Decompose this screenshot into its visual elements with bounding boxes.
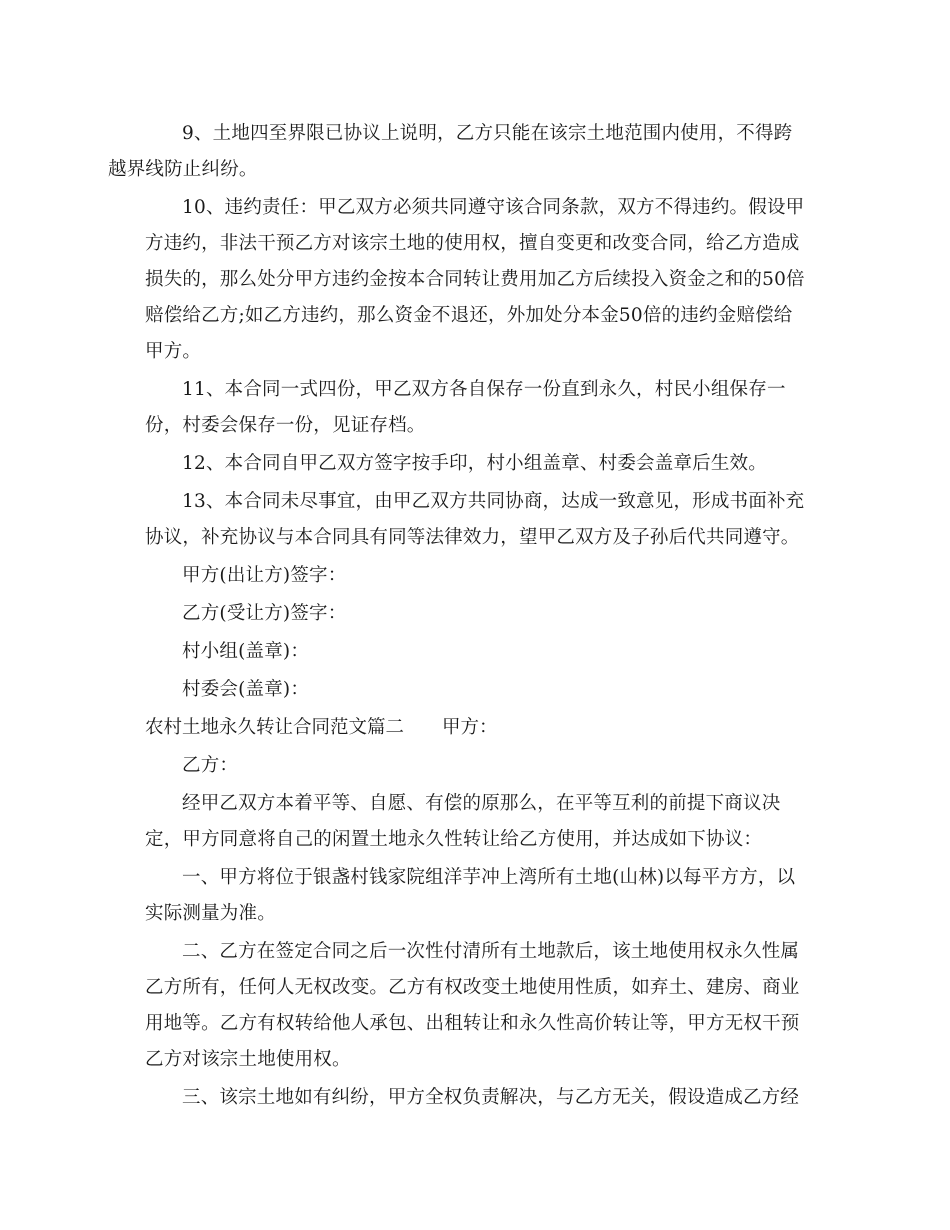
clause-10-line-1: 10、违约责任：甲乙双方必须共同遵守该合同条款，双方不得违约。假设甲 bbox=[182, 197, 805, 218]
clause-9-line-2: 越界线防止纠纷。 bbox=[108, 159, 258, 180]
section-two-title: 农村土地永久转让合同范文篇二 bbox=[145, 717, 405, 738]
signature-village-committee: 村委会(盖章)： bbox=[182, 679, 310, 700]
signature-party-b: 乙方(受让方)签字： bbox=[182, 603, 347, 624]
clause-13-line-1: 13、本合同未尽事宜，由甲乙双方共同协商，达成一致意见，形成书面补充 bbox=[182, 491, 805, 512]
c2-line-3: 用地等。乙方有权转给他人承包、出租转让和永久性高价转让等，甲方无权干预 bbox=[145, 1013, 800, 1034]
clause-10-line-5: 甲方。 bbox=[145, 341, 202, 362]
clause-11-line-1: 11、本合同一式四份，甲乙双方各自保存一份直到永久，村民小组保存一 bbox=[182, 379, 786, 400]
clause-13 bbox=[145, 484, 807, 556]
clause-11 bbox=[145, 372, 807, 444]
section-two-clause-2 bbox=[145, 934, 807, 1078]
clause-10-line-2: 方违约，非法干预乙方对该宗土地的使用权，擅自变更和改变合同，给乙方造成 bbox=[145, 233, 800, 254]
clause-13-line-2: 协议，补充协议与本合同具有同等法律效力，望甲乙双方及子孙后代共同遵守。 bbox=[145, 527, 800, 548]
intro-line-2: 定，甲方同意将自己的闲置土地永久性转让给乙方使用，并达成如下协议： bbox=[145, 829, 763, 850]
section-two-party-b: 乙方： bbox=[182, 755, 239, 776]
c2-line-2: 乙方所有，任何人无权改变。乙方有权改变土地使用性质，如弃土、建房、商业 bbox=[145, 977, 800, 998]
clause-10-line-4: 赔偿给乙方;如乙方违约，那么资金不退还，外加处分本金50倍的违约金赔偿给 bbox=[145, 305, 793, 326]
clause-12 bbox=[145, 446, 807, 482]
clause-10-line-3: 损失的，那么处分甲方违约金按本合同转让费用加乙方后续投入资金之和的50倍 bbox=[145, 269, 805, 290]
section-two-intro bbox=[145, 786, 807, 858]
clause-12-line-1: 12、本合同自甲乙双方签字按手印，村小组盖章、村委会盖章后生效。 bbox=[182, 453, 767, 474]
document-body bbox=[108, 116, 807, 1118]
c2-line-4: 乙方对该宗土地使用权。 bbox=[145, 1049, 351, 1070]
signature-party-a: 甲方(出让方)签字： bbox=[182, 565, 347, 586]
c1-line-2: 实际测量为准。 bbox=[145, 903, 276, 924]
intro-line-1: 经甲乙双方本着平等、自愿、有偿的原那么，在平等互利的前提下商议决 bbox=[182, 793, 781, 814]
section-two-party-a: 甲方： bbox=[442, 717, 498, 738]
section-two-clause-1 bbox=[145, 860, 807, 932]
clause-11-line-2: 份，村委会保存一份，见证存档。 bbox=[145, 415, 426, 436]
c3-line-1: 三、该宗土地如有纠纷，甲方全权负责解决，与乙方无关，假设造成乙方经 bbox=[182, 1087, 800, 1108]
clause-10 bbox=[145, 190, 807, 370]
clause-9-line-1: 9、土地四至界限已协议上说明，乙方只能在该宗土地范围内使用，不得跨 bbox=[182, 123, 793, 144]
signature-village-group: 村小组(盖章)： bbox=[182, 641, 310, 662]
clause-9 bbox=[108, 116, 807, 188]
c2-line-1: 二、乙方在签定合同之后一次性付清所有土地款后，该土地使用权永久性属 bbox=[182, 941, 800, 962]
section-two-clause-3 bbox=[145, 1080, 807, 1116]
c1-line-1: 一、甲方将位于银盏村钱家院组洋芋冲上湾所有土地(山林)以每平方方，以 bbox=[182, 867, 796, 888]
section-two-heading bbox=[145, 710, 807, 746]
